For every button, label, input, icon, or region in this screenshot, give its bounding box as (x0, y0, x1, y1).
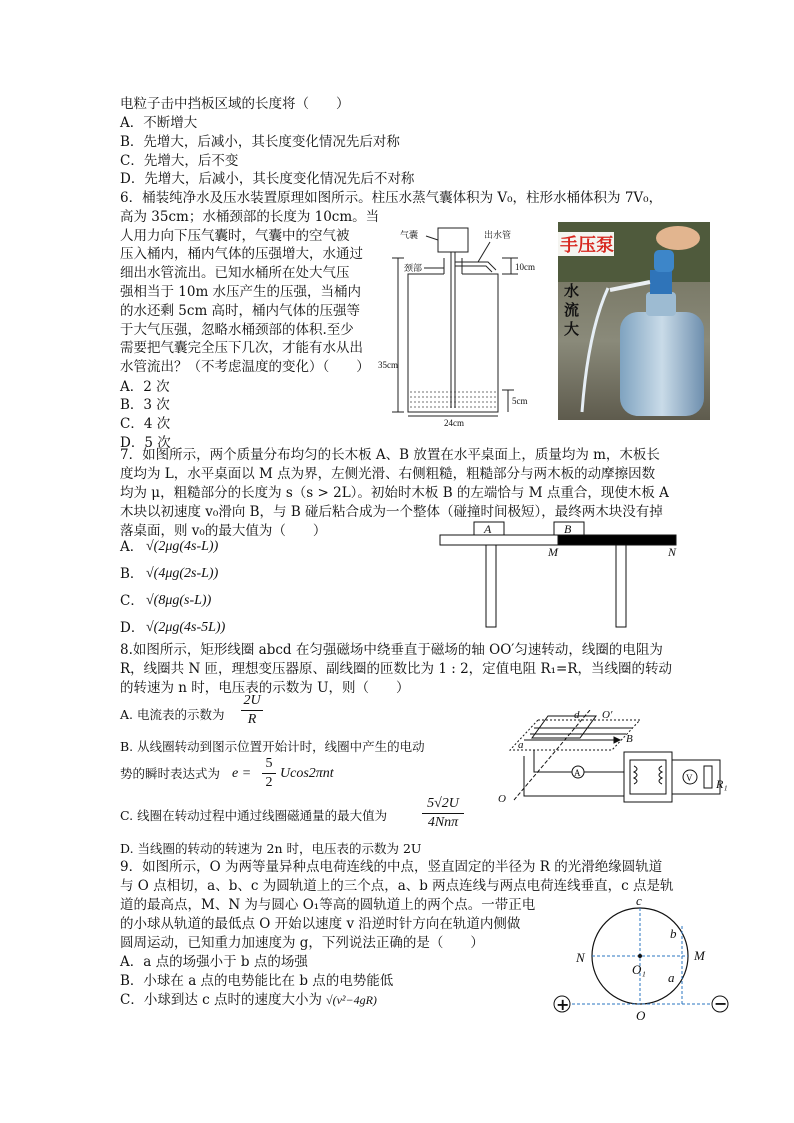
photo-slogan-2: 流 (564, 301, 580, 319)
q9-fig-b: b (670, 926, 677, 941)
q7-line5: 落桌面，则 v₀的最大值为（ ） (120, 523, 327, 539)
photo-brand-text: 手压泵 (560, 235, 614, 256)
q8-fig-a: a (518, 739, 524, 751)
q8-a-den: R (247, 712, 257, 727)
q6-line7: 的水还剩 5cm 高时，桶内气体的压强等 (120, 303, 361, 319)
q7-option-c: √(8μg(s-L)) (146, 593, 212, 608)
q7-option-a-label: A． (120, 539, 144, 555)
q5-stem: 电粒子击中挡板区域的长度将（ ） (120, 96, 350, 112)
q8-b-lhs: e = (232, 766, 252, 781)
q9-option-b: B．小球在 a 点的电势能比在 b 点的电势能低 (120, 973, 394, 989)
fig-label-5cm: 5cm (512, 396, 528, 406)
fig-label-qinang: 气囊 (400, 230, 419, 240)
q7-fig-m: M (548, 545, 558, 559)
q8-b-rhs: Ucos2πnt (280, 766, 334, 781)
q5-option-a: A．不断增大 (120, 115, 198, 131)
q6-line8: 于大气压强，忽略水桶颈部的体积.至少 (120, 322, 354, 338)
q9-fig-minus: − (714, 994, 728, 1013)
q8-fig-r1: R₁ (716, 777, 728, 791)
q6-line5: 细出水管流出。已知水桶所在处大气压 (120, 265, 350, 281)
q8-option-d: D. 当线圈的转动的转速为 2n 时，电压表的示数为 2U (120, 841, 422, 856)
q8-fig-d: d (574, 710, 580, 721)
q7-option-a: √(2μg(4s-L)) (146, 539, 219, 554)
q8-coil-transformer-diagram (494, 710, 740, 810)
q6-option-d: D．5 次 (120, 435, 171, 451)
q6-line6: 强相当于 10m 水压产生的压强，当桶内 (120, 284, 362, 300)
q7-table-diagram (438, 518, 684, 630)
q9-fig-o: O (636, 1008, 646, 1022)
q5-option-d: D．先增大，后减小，其长度变化情况先后不对称 (120, 171, 415, 187)
q8-option-c-fraction (422, 796, 464, 831)
q8-option-b-fraction (262, 756, 276, 791)
q6-line9: 需要把气囊完全压下几次，才能有水从出 (120, 340, 363, 356)
q7-option-d: √(2μg(4s-5L)) (146, 620, 226, 635)
q6-line3: 人用力向下压气囊时，气囊中的空气被 (120, 228, 350, 244)
q5-option-b: B．先增大，后减小，其长度变化情况先后对称 (120, 134, 400, 150)
q8-line3: 的转速为 n 时，电压表的示数为 U，则（ ） (120, 680, 410, 696)
q9-option-c-expr: √(v²−4gR) (326, 993, 377, 1007)
fig-label-10cm: 10cm (515, 262, 535, 272)
q8-fig-voltmeter: V (686, 773, 693, 783)
q7-line4: 木块以初速度 v₀滑向 B，与 B 碰后粘合成为一个整体（碰撞时间极短），最终两木块没有掉 (120, 504, 663, 520)
q7-fig-b: B (564, 522, 572, 536)
q9-option-a: A．a 点的场强小于 b 点的场强 (120, 954, 308, 970)
q9-fig-o1: O₁ (632, 962, 646, 977)
fig-label-24cm: 24cm (444, 418, 464, 428)
q8-a-num: 2U (241, 693, 263, 711)
q8-b-den: 2 (265, 775, 273, 790)
q9-line2: 与 O 点相切，a、b、c 为圆轨道上的三个点，a、b 两点连线与两点电荷连线垂直，c 点是轨 (120, 878, 674, 894)
q8-c-num: 5√2U (422, 796, 464, 814)
q9-fig-n: N (576, 950, 585, 965)
fig-label-neck: 颈部 (404, 263, 423, 273)
q7-option-d-label: D． (120, 620, 145, 636)
q6-line10: 水管流出？（不考虑温度的变化）（ ） (120, 359, 370, 375)
q9-fig-m: M (694, 948, 705, 963)
q7-option-b: √(4μg(2s-L)) (146, 566, 219, 581)
q9-fig-c: c (636, 896, 642, 908)
q8-line2: R，线圈共 N 匝，理想变压器原、副线圈的匝数比为 1 : 2，定值电阻 R₁=R，当线圈的转动 (120, 661, 673, 677)
q5-option-c: C．先增大，后不变 (120, 153, 239, 169)
fig-label-outlet: 出水管 (484, 230, 512, 240)
q9-line4: 的小球从轨道的最低点 O 开始以速度 v 沿逆时针方向在轨道内侧做 (120, 916, 521, 932)
q9-line1: 9．如图所示，O 为两等量异种点电荷连线的中点，竖直固定的半径为 R 的光滑绝缘圆轨道 (120, 859, 663, 875)
q7-fig-a: A (484, 522, 492, 536)
q9-circle-track-diagram (548, 896, 736, 1022)
q6-bucket-diagram (378, 222, 558, 428)
q6-line1: 6．桶装纯净水及压水装置原理如图所示。柱压水蒸气囊体积为 V₀，柱形水桶体积为 7V₀， (120, 190, 663, 206)
q6-line2: 高为 35cm；水桶颈部的长度为 10cm。当 (120, 209, 380, 225)
q8-option-a-text: A. 电流表的示数为 (120, 707, 225, 722)
fig-label-35cm: 35cm (378, 360, 398, 370)
q9-fig-plus: + (556, 995, 570, 1014)
q8-option-b-line2: 势的瞬时表达式为 (120, 766, 221, 781)
photo-slogan-3: 大 (564, 320, 580, 338)
photo-slogan-1: 水 (564, 282, 580, 300)
q7-option-b-label: B． (120, 566, 144, 582)
q9-line5: 圆周运动，已知重力加速度为 g，下列说法正确的是（ ） (120, 935, 484, 951)
q8-fig-o1: O′ (602, 710, 613, 721)
q8-option-b-line1: B. 从线圈转动到图示位置开始计时，线圈中产生的电动 (120, 739, 425, 754)
q7-line3: 均为 μ，粗糙部分的长度为 s（s > 2L）。初始时木板 B 的左端恰与 M 点重合，现使木板 A (120, 485, 669, 501)
q9-option-c-text: C．小球到达 c 点时的速度大小为 (120, 992, 322, 1008)
q8-option-a-fraction (241, 693, 263, 728)
q8-fig-o: O (498, 793, 506, 805)
q6-option-a: A．2 次 (120, 379, 170, 395)
q7-fig-n: N (668, 545, 677, 559)
q6-line4: 压入桶内，桶内气体的压强增大，水通过 (120, 246, 363, 262)
q6-option-b: B．3 次 (120, 397, 170, 413)
q8-c-den: 4Nnπ (427, 815, 459, 830)
q8-option-c-text: C. 线圈在转动过程中通过线圈磁通量的最大值为 (120, 808, 388, 823)
q6-option-c: C．4 次 (120, 416, 171, 432)
q8-b-num: 5 (262, 756, 276, 774)
q8-fig-b: B (626, 733, 633, 745)
q8-line1: 8.如图所示，矩形线圈 abcd 在匀强磁场中绕垂直于磁场的轴 OO′匀速转动，线圈的电阻为 (120, 642, 663, 658)
q9-fig-a: a (668, 970, 675, 985)
q6-pump-photo (558, 222, 710, 420)
q8-fig-ammeter: A (574, 768, 581, 778)
q9-line3: 道的最高点，M、N 为与圆心 O₁等高的圆轨道上的两个点。一带正电 (120, 897, 536, 913)
q7-line2: 度均为 L，水平桌面以 M 点为界，左侧光滑、右侧粗糙，粗糙部分与两木板的动摩擦因数 (120, 466, 656, 482)
q7-option-c-label: C． (120, 593, 144, 609)
q7-line1: 7．如图所示，两个质量分布均匀的长木板 A、B 放置在水平桌面上，质量均为 m，木板长 (120, 447, 660, 463)
